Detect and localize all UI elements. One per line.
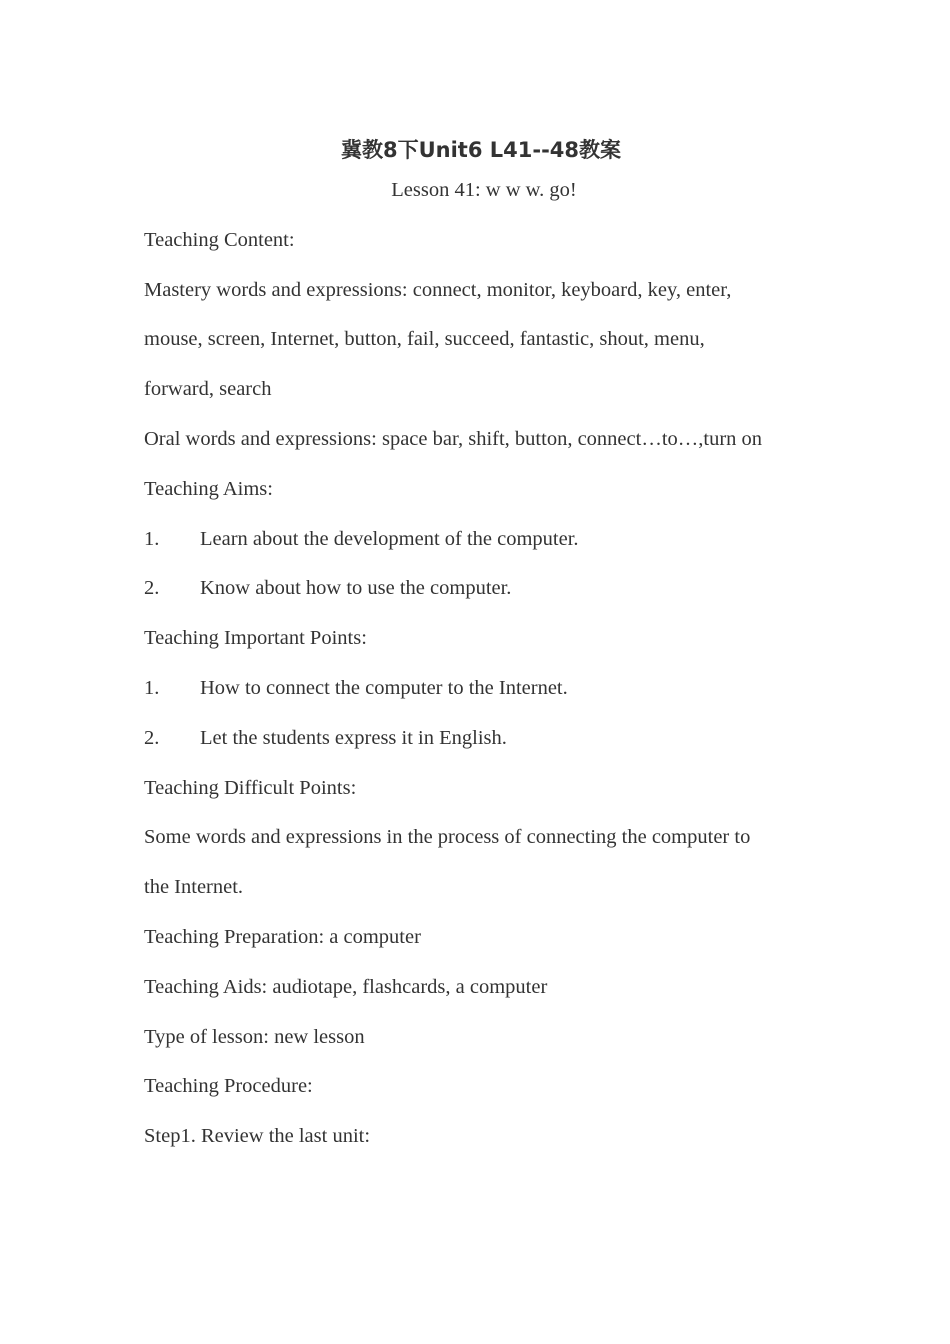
- list-text: Know about how to use the computer.: [200, 577, 512, 600]
- mastery-words-line-2: mouse, screen, Internet, button, fail, succeed, fantastic, shout, menu,: [144, 328, 705, 351]
- difficult-points-heading: Teaching Difficult Points:: [144, 776, 357, 799]
- important-points-heading: Teaching Important Points:: [144, 627, 367, 650]
- list-number: 2.: [144, 577, 160, 600]
- list-number: 1.: [144, 527, 160, 550]
- important-point-item: [144, 718, 824, 768]
- teaching-aim-item: [144, 568, 824, 618]
- oral-words: Oral words and expressions: space bar, shift, button, connect…to…,turn on: [144, 427, 763, 450]
- list-text: Learn about the development of the computer.: [200, 527, 579, 550]
- difficult-points-line-1: Some words and expressions in the process of connecting the computer to: [144, 826, 751, 849]
- mastery-words-line-3: forward, search: [144, 378, 272, 401]
- list-text: Let the students express it in English.: [200, 726, 507, 749]
- list-number: 2.: [144, 726, 160, 749]
- list-number: 1.: [144, 676, 160, 699]
- teaching-preparation: Teaching Preparation: a computer: [144, 925, 421, 948]
- teaching-procedure-heading: Teaching Procedure:: [144, 1075, 313, 1098]
- teaching-aim-item: [144, 519, 824, 569]
- lesson-title: Lesson 41: w w w. go!: [391, 179, 577, 201]
- difficult-points-line-2: the Internet.: [144, 876, 244, 899]
- document-title: 冀教8下Unit6 L41--48教案: [340, 138, 622, 162]
- mastery-words-line-1: Mastery words and expressions: connect, monitor, keyboard, key, enter,: [144, 278, 732, 301]
- document-page: [144, 130, 824, 1166]
- teaching-content-heading: Teaching Content:: [144, 228, 295, 251]
- teaching-aids: Teaching Aids: audiotape, flashcards, a computer: [144, 975, 548, 998]
- important-point-item: [144, 668, 824, 718]
- teaching-aims-heading: Teaching Aims:: [144, 477, 273, 500]
- list-text: How to connect the computer to the Internet.: [200, 676, 568, 699]
- lesson-type: Type of lesson: new lesson: [144, 1025, 365, 1048]
- step-1: Step1. Review the last unit:: [144, 1125, 371, 1148]
